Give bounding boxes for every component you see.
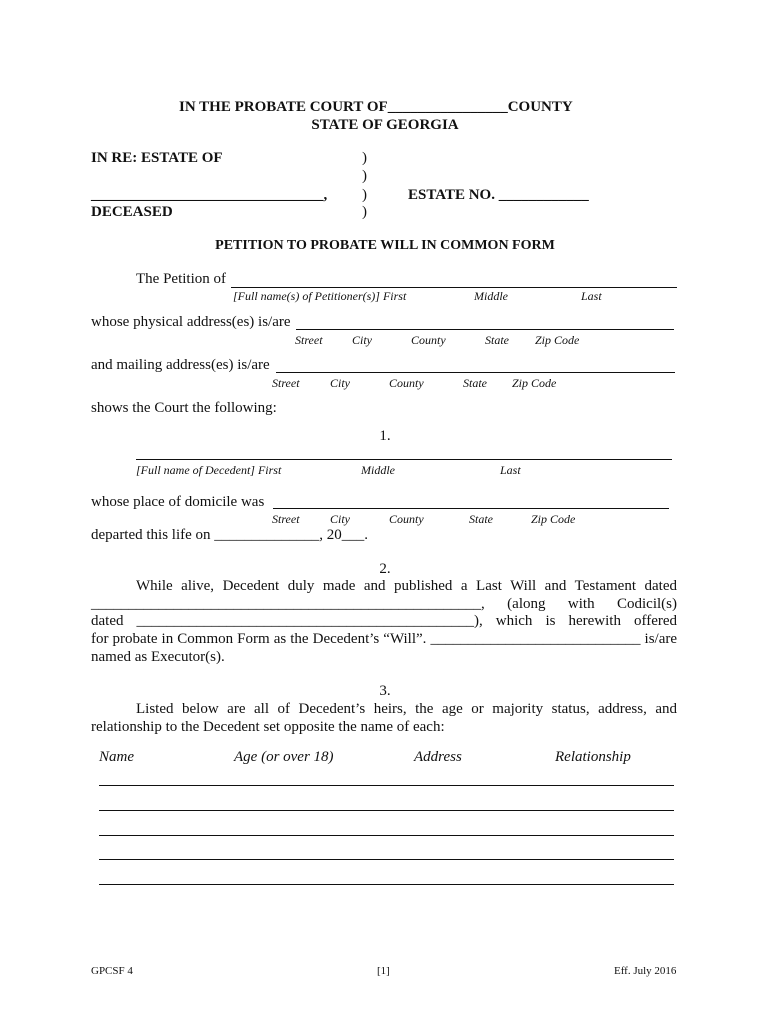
decedent-full-name-line[interactable] bbox=[136, 459, 672, 460]
petitioner-name-line[interactable] bbox=[231, 287, 677, 288]
will-line-4-end: is/are bbox=[644, 631, 678, 647]
departed-end: . bbox=[364, 527, 369, 543]
mailing-address-line[interactable] bbox=[276, 372, 675, 373]
will-line-3-text: ), which is herewith offered bbox=[474, 613, 678, 629]
footer-effective-date: Eff. July 2016 bbox=[614, 965, 677, 977]
footer-form-id: GPCSF 4 bbox=[91, 965, 133, 977]
caption-paren-4: ) bbox=[362, 204, 367, 220]
will-line-4 bbox=[91, 631, 677, 648]
section-3-number: 3. bbox=[379, 683, 391, 699]
physical-hint-street: Street bbox=[295, 333, 323, 347]
dated-label: dated bbox=[91, 613, 124, 629]
domicile-hint-street: Street bbox=[272, 512, 300, 526]
mailing-hint-county: County bbox=[389, 376, 424, 390]
court-suffix: COUNTY bbox=[507, 99, 573, 115]
domicile-label: whose place of domicile was bbox=[91, 494, 265, 510]
mailing-hint-state: State bbox=[463, 376, 487, 390]
col-header-relationship: Relationship bbox=[555, 749, 631, 765]
decedent-hint-middle: Middle bbox=[361, 463, 395, 477]
petitioner-hint-middle: Middle bbox=[474, 289, 508, 303]
estate-no bbox=[408, 187, 589, 204]
petitioner-hint-first: [Full name(s) of Petitioner(s)] First bbox=[233, 289, 407, 303]
codicil-date-blank[interactable]: _____________________________________________ bbox=[136, 613, 475, 629]
petition-intro: The Petition of bbox=[136, 271, 226, 287]
will-line-1: While alive, Decedent duly made and published a Last Will and Testament dated bbox=[136, 578, 677, 594]
departed-line bbox=[91, 527, 368, 544]
deceased-label: DECEASED bbox=[91, 204, 173, 220]
state-heading: STATE OF GEORGIA bbox=[311, 117, 459, 133]
heir-row-line[interactable] bbox=[99, 810, 674, 811]
heirs-line-2: relationship to the Decedent set opposite the name of each: bbox=[91, 719, 445, 735]
executor-blank[interactable]: ____________________________ bbox=[430, 631, 641, 647]
in-re-label: IN RE: ESTATE OF bbox=[91, 150, 223, 166]
physical-hint-county: County bbox=[411, 333, 446, 347]
col-header-name: Name bbox=[99, 749, 134, 765]
physical-hint-city: City bbox=[352, 333, 372, 347]
domicile-hint-city: City bbox=[330, 512, 350, 526]
estate-no-blank[interactable]: ____________ bbox=[498, 187, 589, 203]
caption-paren-1: ) bbox=[362, 150, 367, 166]
date-of-death-blank[interactable]: ______________ bbox=[214, 527, 320, 543]
decedent-name-blank[interactable]: _______________________________, bbox=[91, 187, 328, 203]
heir-row-line[interactable] bbox=[99, 785, 674, 786]
physical-hint-zip: Zip Code bbox=[535, 333, 580, 347]
col-header-age: Age (or over 18) bbox=[234, 749, 334, 765]
mailing-hint-city: City bbox=[330, 376, 350, 390]
will-line-5: named as Executor(s). bbox=[91, 649, 225, 665]
document-title: PETITION TO PROBATE WILL IN COMMON FORM bbox=[215, 238, 555, 253]
departed-year: , 20 bbox=[319, 527, 342, 543]
caption-paren-3: ) bbox=[362, 187, 367, 203]
decedent-hint-last: Last bbox=[500, 463, 521, 477]
col-header-address: Address bbox=[414, 749, 462, 765]
heirs-line-1: Listed below are all of Decedent’s heirs, the age or majority status, address, and bbox=[136, 701, 677, 717]
caption-paren-2: ) bbox=[362, 168, 367, 184]
physical-hint-state: State bbox=[485, 333, 509, 347]
will-date-blank[interactable]: ____________________________________________________ bbox=[91, 596, 481, 612]
estate-no-label: ESTATE NO. bbox=[408, 187, 495, 203]
heir-row-line[interactable] bbox=[99, 835, 674, 836]
mailing-address-label: and mailing address(es) is/are bbox=[91, 357, 270, 373]
mailing-hint-street: Street bbox=[272, 376, 300, 390]
court-prefix: IN THE PROBATE COURT OF bbox=[179, 99, 388, 115]
decedent-hint-first: [Full name of Decedent] First bbox=[136, 463, 282, 477]
section-1-number: 1. bbox=[379, 428, 391, 444]
year-blank[interactable]: ___ bbox=[341, 527, 365, 543]
heir-row-line[interactable] bbox=[99, 884, 674, 885]
domicile-line[interactable] bbox=[273, 508, 669, 509]
domicile-hint-county: County bbox=[389, 512, 424, 526]
mailing-hint-zip: Zip Code bbox=[512, 376, 557, 390]
will-line-2-text: , (along with Codicil(s) bbox=[481, 596, 677, 612]
will-line-2 bbox=[91, 596, 677, 613]
domicile-hint-state: State bbox=[469, 512, 493, 526]
court-heading bbox=[179, 99, 573, 116]
will-line-3 bbox=[91, 613, 677, 630]
domicile-hint-zip: Zip Code bbox=[531, 512, 576, 526]
shows-court-text: shows the Court the following: bbox=[91, 400, 277, 416]
physical-address-line[interactable] bbox=[296, 329, 674, 330]
physical-address-label: whose physical address(es) is/are bbox=[91, 314, 291, 330]
departed-prefix: departed this life on bbox=[91, 527, 211, 543]
section-2-number: 2. bbox=[379, 561, 391, 577]
footer-page-number: [1] bbox=[377, 965, 390, 977]
will-line-4-text: for probate in Common Form as the Decedent’s “Will”. bbox=[91, 631, 427, 647]
petitioner-hint-last: Last bbox=[581, 289, 602, 303]
heir-row-line[interactable] bbox=[99, 859, 674, 860]
county-blank[interactable]: ________________ bbox=[387, 99, 508, 115]
